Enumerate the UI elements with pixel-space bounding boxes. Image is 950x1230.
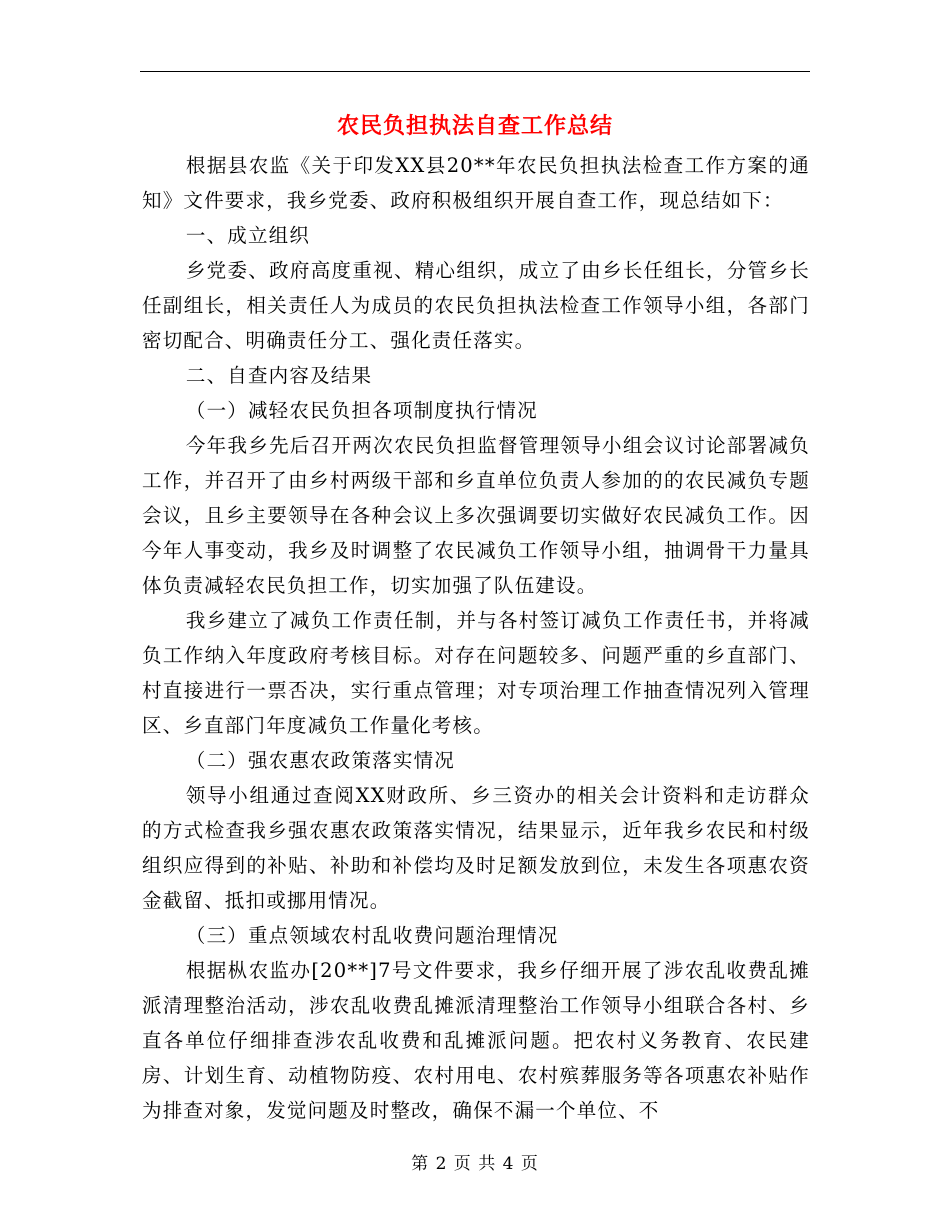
burden-meetings-paragraph: 今年我乡先后召开两次农民负担监督管理领导小组会议讨论部署减负工作，并召开了由乡村两级干部和乡直单位负责人参加的的农民减负专题会议，且乡主要领导在各种会议上多次强调要切实做好农民减负工作。因今年人事变动，我乡及时调整了农民减负工作领导小组，抽调骨干力量具体负责减轻农民负担工作，切实加强了队伍建设。 (142, 434, 810, 597)
organization-paragraph: 乡党委、政府高度重视、精心组织，成立了由乡长任组长，分管乡长任副组长，相关责任人为成员的农民负担执法检查工作领导小组，各部门密切配合、明确责任分工、强化责任落实。 (142, 259, 810, 352)
responsibility-paragraph: 我乡建立了减负工作责任制，并与各村签订减负工作责任书，并将减负工作纳入年度政府考核目标。对存在问题较多、问题严重的乡直部门、村直接进行一票否决，实行重点管理；对专项治理工作抽查情况列入管理区、乡直部门年度减负工作量化考核。 (142, 609, 810, 737)
document-body (142, 148, 810, 1128)
header-rule (140, 71, 810, 72)
fees-paragraph: 根据枞农监办[20**]7号文件要求，我乡仔细开展了涉农乱收费乱摊派清理整治活动，涉农乱收费乱摊派清理整治工作领导小组联合各村、乡直各单位仔细排查涉农乱收费和乱摊派问题。把农村义务教育、农民建房、计划生育、动植物防疫、农村用电、农村殡葬服务等各项惠农补贴作为排查对象，发觉问题及时整改，确保不漏一个单位、不 (142, 959, 810, 1122)
intro-paragraph: 根据县农监《关于印发XX县20**年农民负担执法检查工作方案的通知》文件要求，我乡党委、政府积极组织开展自查工作，现总结如下： (142, 154, 810, 212)
document-title: 农民负担执法自查工作总结 (336, 113, 613, 139)
subheading-burden-system: （一）减轻农民负担各项制度执行情况 (185, 399, 538, 422)
section-heading-organization: 一、成立组织 (185, 224, 311, 247)
subheading-policy: （二）强农惠农政策落实情况 (185, 749, 455, 772)
subheading-fees: （三）重点领域农村乱收费问题治理情况 (185, 924, 559, 947)
policy-paragraph: 领导小组通过查阅XX财政所、乡三资办的相关会计资料和走访群众的方式检查我乡强农惠农政策落实情况，结果显示，近年我乡农民和村级组织应得到的补贴、补助和补偿均及时足额发放到位，未发生各项惠农资金截留、抵扣或挪用情况。 (142, 784, 810, 912)
section-heading-inspection: 二、自查内容及结果 (185, 364, 373, 387)
page-number-footer: 第 2 页 共 4 页 (411, 1154, 539, 1174)
